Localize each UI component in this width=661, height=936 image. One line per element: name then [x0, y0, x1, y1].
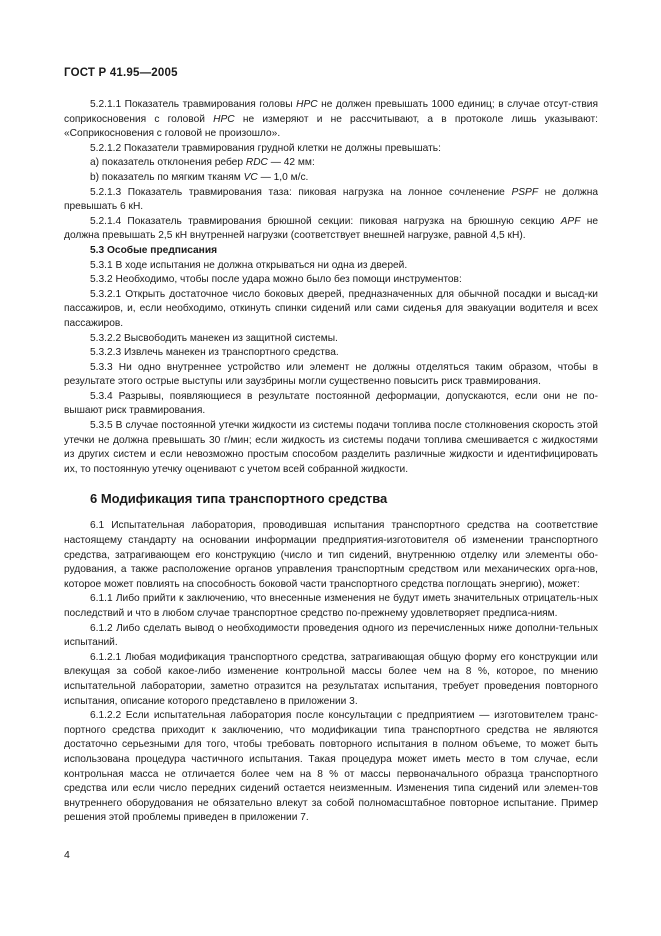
- subsection-heading-5-3: 5.3 Особые предписания: [90, 244, 218, 256]
- paragraph-5-2-1-3: 5.2.1.3 Показатель травмирования таза: пиковая нагрузка на лонное сочленение PSPF не должна превышать 6 кН.: [64, 186, 598, 213]
- page-number: 4: [64, 849, 70, 861]
- page-body: [64, 98, 598, 826]
- paragraph-5-3-5: 5.3.5 В случае постоянной утечки жидкости из системы подачи топлива после столкновения скорость этой утечки не должна превышать 30 г/мин; если жидкость из системы подачи топлива смешивается с жидкостями из других систем и если невозможно простым способом разделить различные жидкости и идентифицировать их, то постоянную утечку оценивают с учетом всей собранной жидкости.: [64, 420, 598, 475]
- paragraph-6-1-1: 6.1.1 Либо прийти к заключению, что внесенные изменения не будут иметь значительных отрицатель-ных последствий и что в любом случае транспортное средство по-прежнему удовлетворяет предписа-ниям.: [64, 593, 598, 619]
- paragraph-5-3-4: 5.3.4 Разрывы, появляющиеся в результате постоянной деформации, допускаются, если они не по-вышают риск травмирования.: [64, 390, 598, 417]
- paragraph-5-3-3: 5.3.3 Ни одно внутреннее устройство или элемент не должны отделяться таким образом, чтобы в результате этого острые выступы или заузбрины могли существенно повысить риск травмирования.: [64, 361, 598, 388]
- list-item-a: а) показатель отклонения ребер RDC — 42 мм:: [90, 157, 315, 169]
- list-item-b: b) показатель по мягким тканям VC — 1,0 м/с.: [90, 171, 309, 183]
- paragraph-5-3-2-3: 5.3.2.3 Извлечь манекен из транспортного средства.: [90, 347, 339, 359]
- paragraph-5-2-1-4: 5.2.1.4 Показатель травмирования брюшной секции: пиковая нагрузка на брюшную секцию APF не должна превышать 2,5 кН внутренней нагрузки (соответствует внешней нагрузке, равной 4,5 кН).: [64, 215, 599, 242]
- paragraph-5-3-2: 5.3.2 Необходимо, чтобы после удара можно было без помощи инструментов:: [90, 274, 462, 286]
- paragraph-6-1: 6.1 Испытательная лаборатория, проводившая испытания транспортного средства на соответствие настоящему стандарту на основании информации предприятия-изготовителя об изменении транспортного средства, затрагивающем его конструкцию (число и тип сидений, внутреннюю отделку или элементы обо-рудования, а также расположение органов управления транспортным средством или механических орга-нов, которое может повлиять на способность боковой части транспортного средства поглощать энергию), может:: [64, 520, 598, 590]
- paragraph-5-2-1-1: 5.2.1.1 Показатель травмирования головы HPC не должен превышать 1000 единиц; в случае отсут-ствия соприкосновения с головой HPC не измеряют и не рассчитывают, а в протоколе лишь указывают: «Соприкосновения с головой не произошло».: [64, 99, 598, 140]
- section-heading-6: 6 Модификация типа транспортного средства: [90, 491, 388, 507]
- paragraph-5-2-1-2: 5.2.1.2 Показатели травмирования грудной клетки не должны превышать:: [90, 142, 441, 154]
- paragraph-5-3-1: 5.3.1 В ходе испытания не должна открываться ни одна из дверей.: [90, 259, 408, 271]
- paragraph-6-1-2: 6.1.2 Либо сделать вывод о необходимости проведения одного из перечисленных ниже дополни-тельных испытаний.: [64, 622, 598, 649]
- paragraph-5-3-2-1: 5.3.2.1 Открыть достаточное число боковых дверей, предназначенных для обычной посадки и высад-ки пассажиров, и, если необходимо, откинуть спинки сидений или сами сиденья для эвакуации водителя и всех пассажиров.: [64, 288, 598, 329]
- paragraph-6-1-2-1: 6.1.2.1 Любая модификация транспортного средства, затрагивающая общую форму его конструкции или влекущая за собой какое-либо изменение контрольной массы более чем на 8 %, которое, по мнению испытательной лаборатории, заметно отразится на результатах испытания, требует проведения повторного испытания, описание которого представлено в приложении 3.: [64, 651, 598, 707]
- paragraph-6-1-2-2: 6.1.2.2 Если испытательная лаборатория после консультации с предприятием — изготовителем транс-портного средства приходит к заключению, что модификации типа транспортного средства не являются достаточно серьезными для того, чтобы требовать повторного испытания в полном объеме, то может быть использована процедура частичного испытания. Такая процедура может иметь место в том случае, если контрольная масса не отличается более чем на 8 % от массы первоначального образца транспортного средства или если число передних сидений остается неизменным. Изменения типа сидений или элемен-тов внутреннего оборудования не обязательно влекут за собой полномасштабное повторное испытание. Пример решения этой проблемы приведен в приложении 7.: [64, 710, 598, 824]
- document-header: ГОСТ Р 41.95—2005: [64, 67, 178, 79]
- paragraph-5-3-2-2: 5.3.2.2 Высвободить манекен из защитной системы.: [90, 332, 338, 344]
